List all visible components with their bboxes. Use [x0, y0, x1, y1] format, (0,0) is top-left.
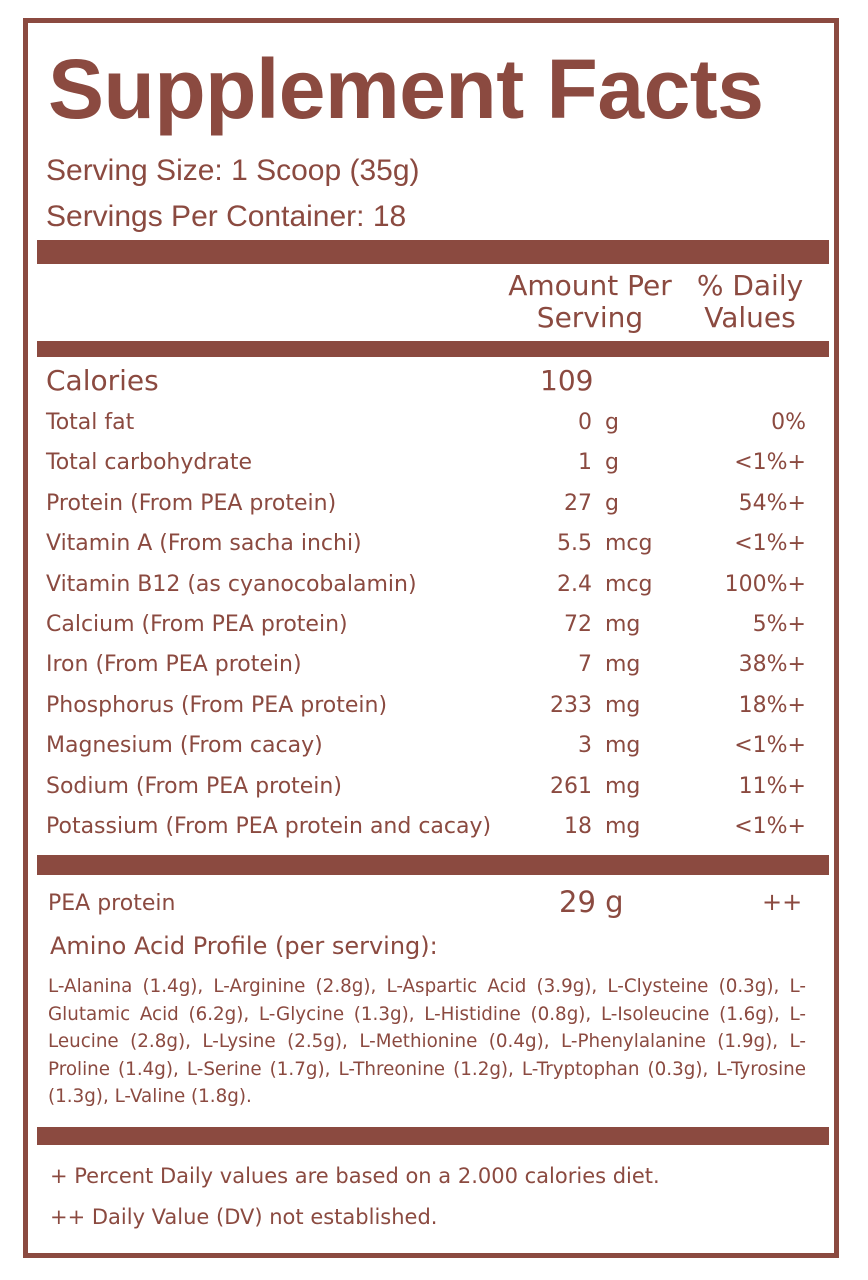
nutrient-name: Phosphorus (From PEA protein) — [46, 692, 388, 718]
nutrient-name: Protein (From PEA protein) — [46, 490, 337, 516]
divider-bar-bottom — [37, 1127, 829, 1145]
nutrient-unit: mg — [605, 773, 641, 799]
nutrient-row — [0, 726, 868, 766]
page-title: Supplement Facts — [48, 42, 764, 136]
nutrient-amount: 72 — [564, 612, 592, 637]
dv-header-line1: % Daily — [696, 269, 804, 302]
nutrient-unit: g — [605, 450, 619, 476]
amount-header-line1: Amount Per — [508, 269, 672, 302]
nutrient-row — [0, 807, 868, 847]
nutrient-name: Iron (From PEA protein) — [46, 652, 302, 678]
nutrient-name: Total carbohydrate — [46, 450, 253, 476]
nutrient-daily-value: 18%+ — [738, 692, 806, 718]
nutrient-row — [0, 524, 868, 564]
nutrient-row — [0, 443, 868, 483]
pea-protein-label: PEA protein — [48, 891, 176, 916]
nutrient-unit: mg — [605, 692, 641, 718]
amino-profile-title: Amino Acid Profile (per serving): — [50, 932, 438, 960]
nutrient-name: Magnesium (From cacay) — [46, 733, 323, 759]
nutrient-daily-value: 54%+ — [738, 490, 806, 516]
nutrient-amount: 0 — [578, 410, 592, 435]
nutrient-row — [0, 686, 868, 726]
nutrient-amount: 5.5 — [557, 531, 592, 557]
nutrient-row — [0, 403, 868, 443]
nutrient-daily-value: 0% — [771, 410, 806, 435]
divider-bar-middle — [37, 855, 829, 875]
nutrient-daily-value: <1%+ — [734, 531, 806, 557]
nutrient-row — [0, 565, 868, 605]
calories-value: 109 — [540, 364, 594, 397]
amount-per-serving-header — [502, 270, 678, 334]
nutrient-amount: 2.4 — [557, 571, 592, 597]
nutrient-unit: mcg — [605, 571, 653, 597]
nutrient-name: Vitamin A (From sacha inchi) — [46, 531, 362, 557]
nutrient-daily-value: 38%+ — [738, 652, 806, 678]
nutrient-unit: mg — [605, 733, 641, 759]
nutrient-name: Vitamin B12 (as cyanocobalamin) — [46, 571, 417, 597]
divider-bar-header — [37, 341, 829, 357]
nutrient-daily-value: 100%+ — [724, 571, 806, 597]
nutrient-amount: 7 — [578, 652, 592, 678]
servings-per-container: Servings Per Container: 18 — [46, 200, 407, 233]
dv-header-line2: Values — [704, 301, 796, 334]
divider-bar-top — [37, 240, 829, 264]
nutrient-unit: mg — [605, 652, 641, 678]
nutrient-daily-value: <1%+ — [734, 814, 806, 839]
nutrient-amount: 1 — [578, 450, 592, 476]
nutrient-row — [0, 605, 868, 645]
nutrient-daily-value: <1%+ — [734, 450, 806, 476]
nutrient-unit: mg — [605, 814, 641, 839]
amount-header-line2: Serving — [536, 301, 644, 334]
nutrient-daily-value: 11%+ — [738, 773, 806, 799]
nutrient-unit: mg — [605, 612, 641, 637]
nutrient-unit: g — [605, 410, 619, 435]
nutrient-daily-value: 5%+ — [752, 612, 806, 637]
nutrient-amount: 27 — [564, 490, 592, 516]
calories-label: Calories — [46, 364, 159, 397]
nutrient-amount: 3 — [578, 733, 592, 759]
daily-values-header — [688, 270, 812, 334]
nutrient-name: Sodium (From PEA protein) — [46, 773, 342, 799]
footnote-dv-not-established: ++ Daily Value (DV) not established. — [50, 1205, 438, 1229]
pea-protein-dv: ++ — [762, 888, 803, 916]
nutrient-name: Total fat — [46, 410, 135, 435]
nutrient-daily-value: <1%+ — [734, 733, 806, 759]
nutrient-name: Potassium (From PEA protein and cacay) — [46, 814, 492, 839]
nutrient-row — [0, 645, 868, 685]
nutrient-unit: mcg — [605, 531, 653, 557]
nutrient-amount: 18 — [564, 814, 592, 839]
nutrient-unit: g — [605, 490, 619, 516]
amino-profile-text: L-Alanina (1.4g), L-Arginine (2.8g), L-Aspartic Acid (3.9g), L-Clysteine (0.3g), L-Glutamic Acid (6.2g), L-Glycine (1.3g), L-Histidine (0.8g), L-Isoleucine (1.6g), L-Leucine (2.8g), L-Lysine (2.5g), L-Methionine (0.4g), L-Phenylalanine (1.9g), L-Proline (1.4g), L-Serine (1.7g), L-Threonine (1.2g), L-Tryptophan (0.3g), L-Tyrosine (1.3g), L-Valine (1.8g). — [48, 976, 806, 1107]
nutrient-name: Calcium (From PEA protein) — [46, 612, 348, 637]
pea-protein-amount: 29 g — [559, 885, 624, 919]
nutrient-row — [0, 484, 868, 524]
serving-size: Serving Size: 1 Scoop (35g) — [46, 154, 420, 187]
footnote-daily-values: + Percent Daily values are based on a 2.000 calories diet. — [50, 1164, 660, 1188]
nutrient-amount: 233 — [550, 692, 592, 718]
nutrient-amount: 261 — [550, 773, 592, 799]
nutrient-row — [0, 767, 868, 807]
